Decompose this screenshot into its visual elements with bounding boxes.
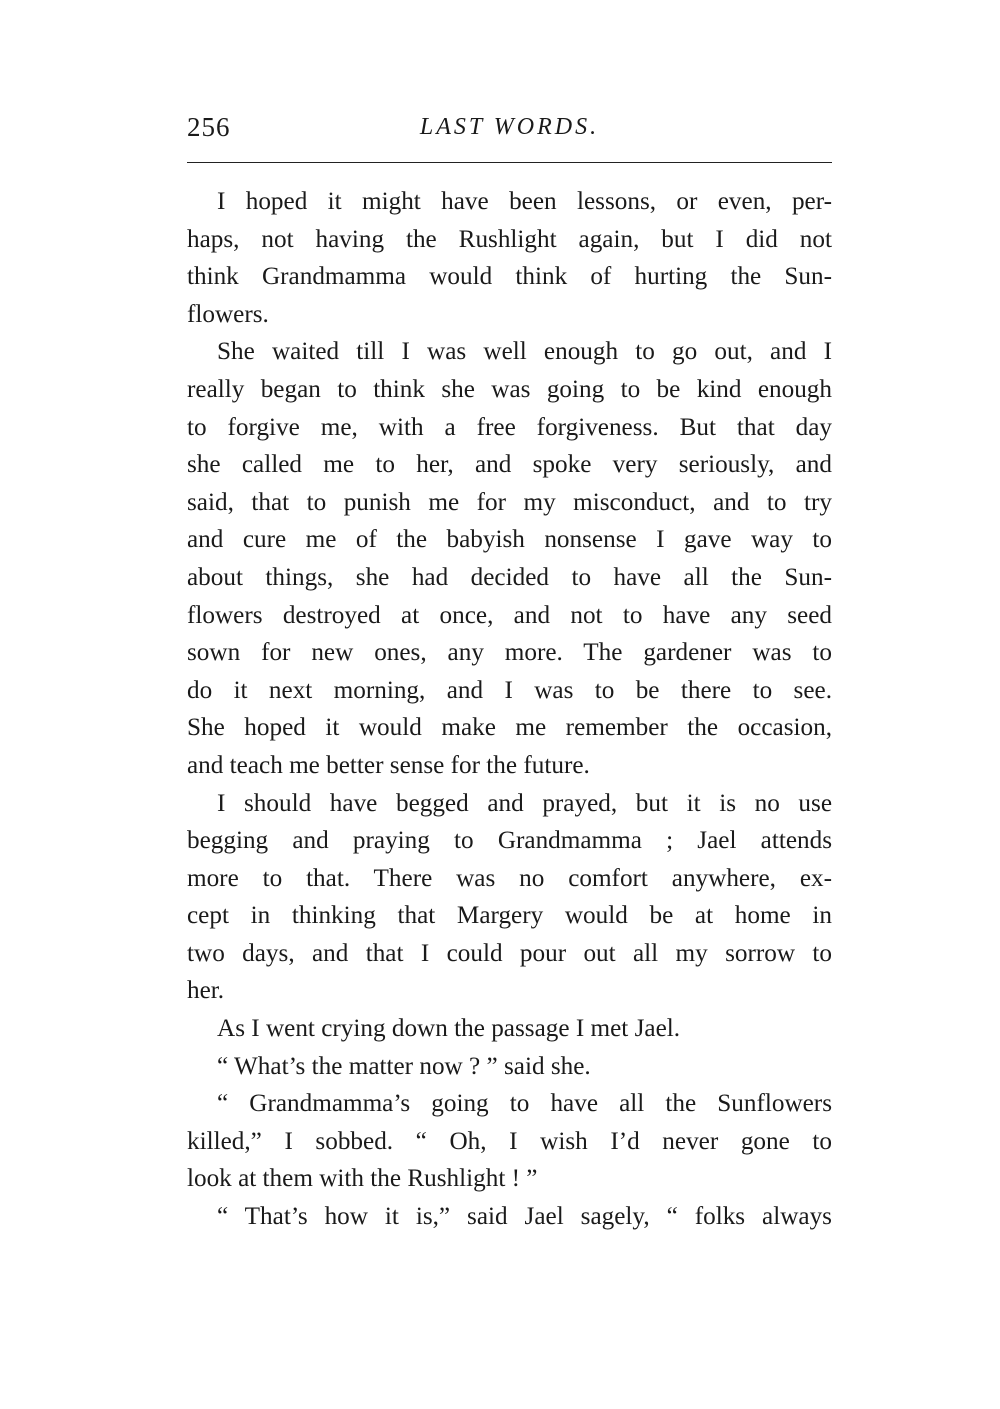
text-line: haps, not having the Rushlight again, but I did not (187, 225, 832, 253)
text-line: and teach me better sense for the future. (187, 751, 590, 779)
text-line: she called me to her, and spoke very seriously, and (187, 451, 832, 479)
text-line: I should have begged and prayed, but it is no use (217, 789, 832, 817)
text-line: cept in thinking that Margery would be at home in (187, 902, 832, 930)
text-line: begging and praying to Grandmamma ; Jael attends (187, 827, 832, 855)
text-line: look at them with the Rushlight ! ” (187, 1165, 538, 1193)
text-line: “ What’s the matter now ? ” said she. (217, 1052, 591, 1080)
text-line: her. (187, 977, 225, 1005)
text-line: As I went crying down the passage I met Jael. (217, 1015, 681, 1043)
text-line: two days, and that I could pour out all my sorrow to (187, 939, 832, 967)
text-line: killed,” I sobbed. “ Oh, I wish I’d never gone to (187, 1127, 832, 1155)
text-line: “ That’s how it is,” said Jael sagely, “ folks always (217, 1203, 832, 1231)
text-line: and cure me of the babyish nonsense I gave way to (187, 526, 832, 554)
running-title: LAST WORDS. (419, 114, 600, 140)
text-line: flowers destroyed at once, and not to have any seed (187, 601, 832, 629)
text-line: She hoped it would make me remember the occasion, (187, 714, 832, 742)
text-line: said, that to punish me for my misconduct, and to try (187, 488, 832, 516)
page-number: 256 (187, 112, 231, 142)
text-line: think Grandmamma would think of hurting the Sun- (187, 263, 832, 291)
body-text (187, 183, 832, 1236)
header-rule (187, 162, 832, 163)
text-line: flowers. (187, 300, 269, 328)
page-header (187, 112, 832, 152)
text-line: more to that. There was no comfort anywhere, ex- (187, 864, 832, 892)
text-line: She waited till I was well enough to go out, and I (217, 338, 832, 366)
text-line: about things, she had decided to have all the Sun- (187, 563, 832, 591)
text-line: do it next morning, and I was to be there to see. (187, 676, 832, 704)
text-line: really began to think she was going to be kind enough (187, 375, 832, 403)
text-line: sown for new ones, any more. The gardener was to (187, 639, 832, 667)
text-line: I hoped it might have been lessons, or even, per- (217, 188, 832, 215)
text-line: to forgive me, with a free forgiveness. But that day (187, 413, 832, 441)
text-line: “ Grandmamma’s going to have all the Sunflowers (217, 1090, 832, 1118)
